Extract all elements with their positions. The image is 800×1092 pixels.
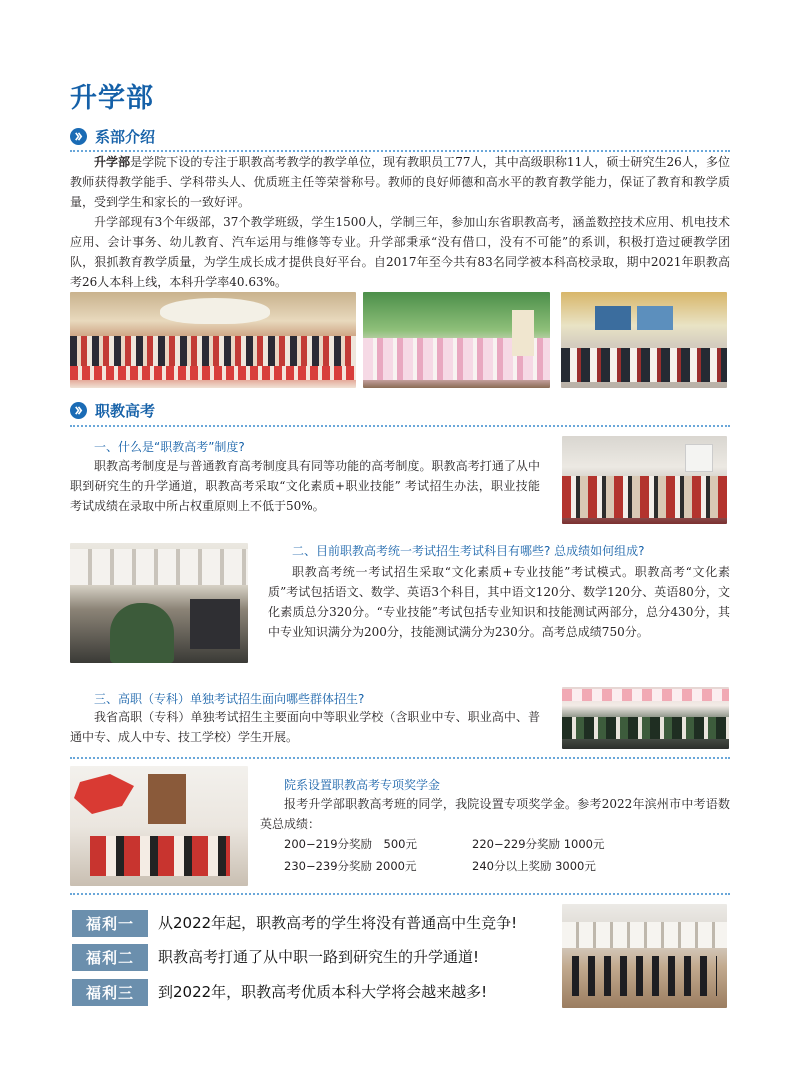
intro-paragraph-2: 升学部现有3个年级部，37个教学班级，学生1500人，学制三年，参加山东省职教高考，涵盖数控技术应用、机电技术应用、会计事务、幼儿教育、汽车运用与维修等专业。升学部秉承“没有借口，没有不可能”的系训，积极打造过硬教学团队，狠抓教育教学质量，为学生成长成才提供良好平台。自2017年至今共有83名同学被本科高校录取，期中2021年职教高考26人本科上线，本科升学率40.63%。 <box>70 215 730 289</box>
intro-body <box>70 152 730 292</box>
scholarship-tier: 230−239分奖励 2000元 <box>284 859 417 873</box>
question-3-body: 我省高职（专科）单独考试招生主要面向中等职业学校（含职业中专、职业高中、普通中专、成人中专、技工学校）学生开展。 <box>70 710 540 744</box>
scholarship-tier: 240分以上奖励 3000元 <box>472 859 596 873</box>
benefit-tag: 福利一 <box>72 910 148 937</box>
question-3-title: 三、高职（专科）单独考试招生面向哪些群体招生? <box>94 692 365 706</box>
page-title: 升学部 <box>70 83 154 114</box>
benefit-tag: 福利三 <box>72 979 148 1006</box>
scholarship-tier: 200−219分奖励 500元 <box>284 837 417 851</box>
scholarship-body: 报考升学部职教高考班的同学，我院设置专项奖学金。参考2022年滨州市中考语数英总成绩： <box>260 797 730 831</box>
photo-classroom-presentation <box>561 292 727 388</box>
photo-students-desks <box>562 436 727 524</box>
benefit-text: 到2022年，职教高考优质本科大学将会越来越多! <box>158 983 488 1001</box>
intro-paragraph-1: 升学部是学院下设的专注于职教高考教学的教学单位，现有教职员工77人，其中高级职称11人，硕士研究生26人，多位教师获得教学能手、学科带头人、优质班主任等荣誉称号。教师的良好师德和高水平的教育教学能力，保证了教育和教学质量，受到学生和家长的一致好评。 <box>70 155 730 209</box>
photo-computer-lab <box>70 543 248 663</box>
chevron-right-icon <box>70 128 87 145</box>
question-1-title: 一、什么是“职教高考”制度? <box>94 440 245 454</box>
divider <box>70 893 730 895</box>
photo-performance <box>363 292 550 388</box>
photo-computer-classroom <box>562 687 729 749</box>
question-2-body: 职教高考统一考试招生采取“文化素质+专业技能”考试模式。职教高考“文化素质”考试包括语文、数学、英语3个科目，其中语文120分、数学120分、英语80分，文化素质总分320分。“专业技能”考试包括专业知识和技能测试两部分，总分430分，其中专业知识满分为200分，技能测试满分为230分。高考总成绩750分。 <box>268 565 730 639</box>
chevron-right-icon <box>70 402 87 419</box>
question-2-title: 二、目前职教高考统一考试招生考试科目有哪些? 总成绩如何组成? <box>292 544 645 558</box>
divider <box>70 757 730 759</box>
scholarship-tier: 220−229分奖励 1000元 <box>472 837 605 851</box>
divider <box>70 425 730 427</box>
benefit-text: 职教高考打通了从中职一路到研究生的升学通道! <box>158 948 480 966</box>
photo-dance-studio <box>562 904 727 1008</box>
photo-tutoring <box>70 766 248 886</box>
question-1-body: 职教高考制度是与普通教育高考制度具有同等功能的高考制度。职教高考打通了从中职到研究生的升学通道，职教高考采取“文化素质+职业技能” 考试招生办法，职业技能考试成绩在录取中所占权重原则上不低于50%。 <box>70 459 540 513</box>
section-heading-intro: 系部介绍 <box>70 124 155 148</box>
benefit-tag: 福利二 <box>72 944 148 971</box>
section-heading-exam: 职教高考 <box>70 398 155 422</box>
photo-group-stage <box>70 292 356 388</box>
scholarship-title: 院系设置职教高考专项奖学金 <box>284 778 441 792</box>
benefit-text: 从2022年起，职教高考的学生将没有普通高中生竞争! <box>158 914 518 932</box>
